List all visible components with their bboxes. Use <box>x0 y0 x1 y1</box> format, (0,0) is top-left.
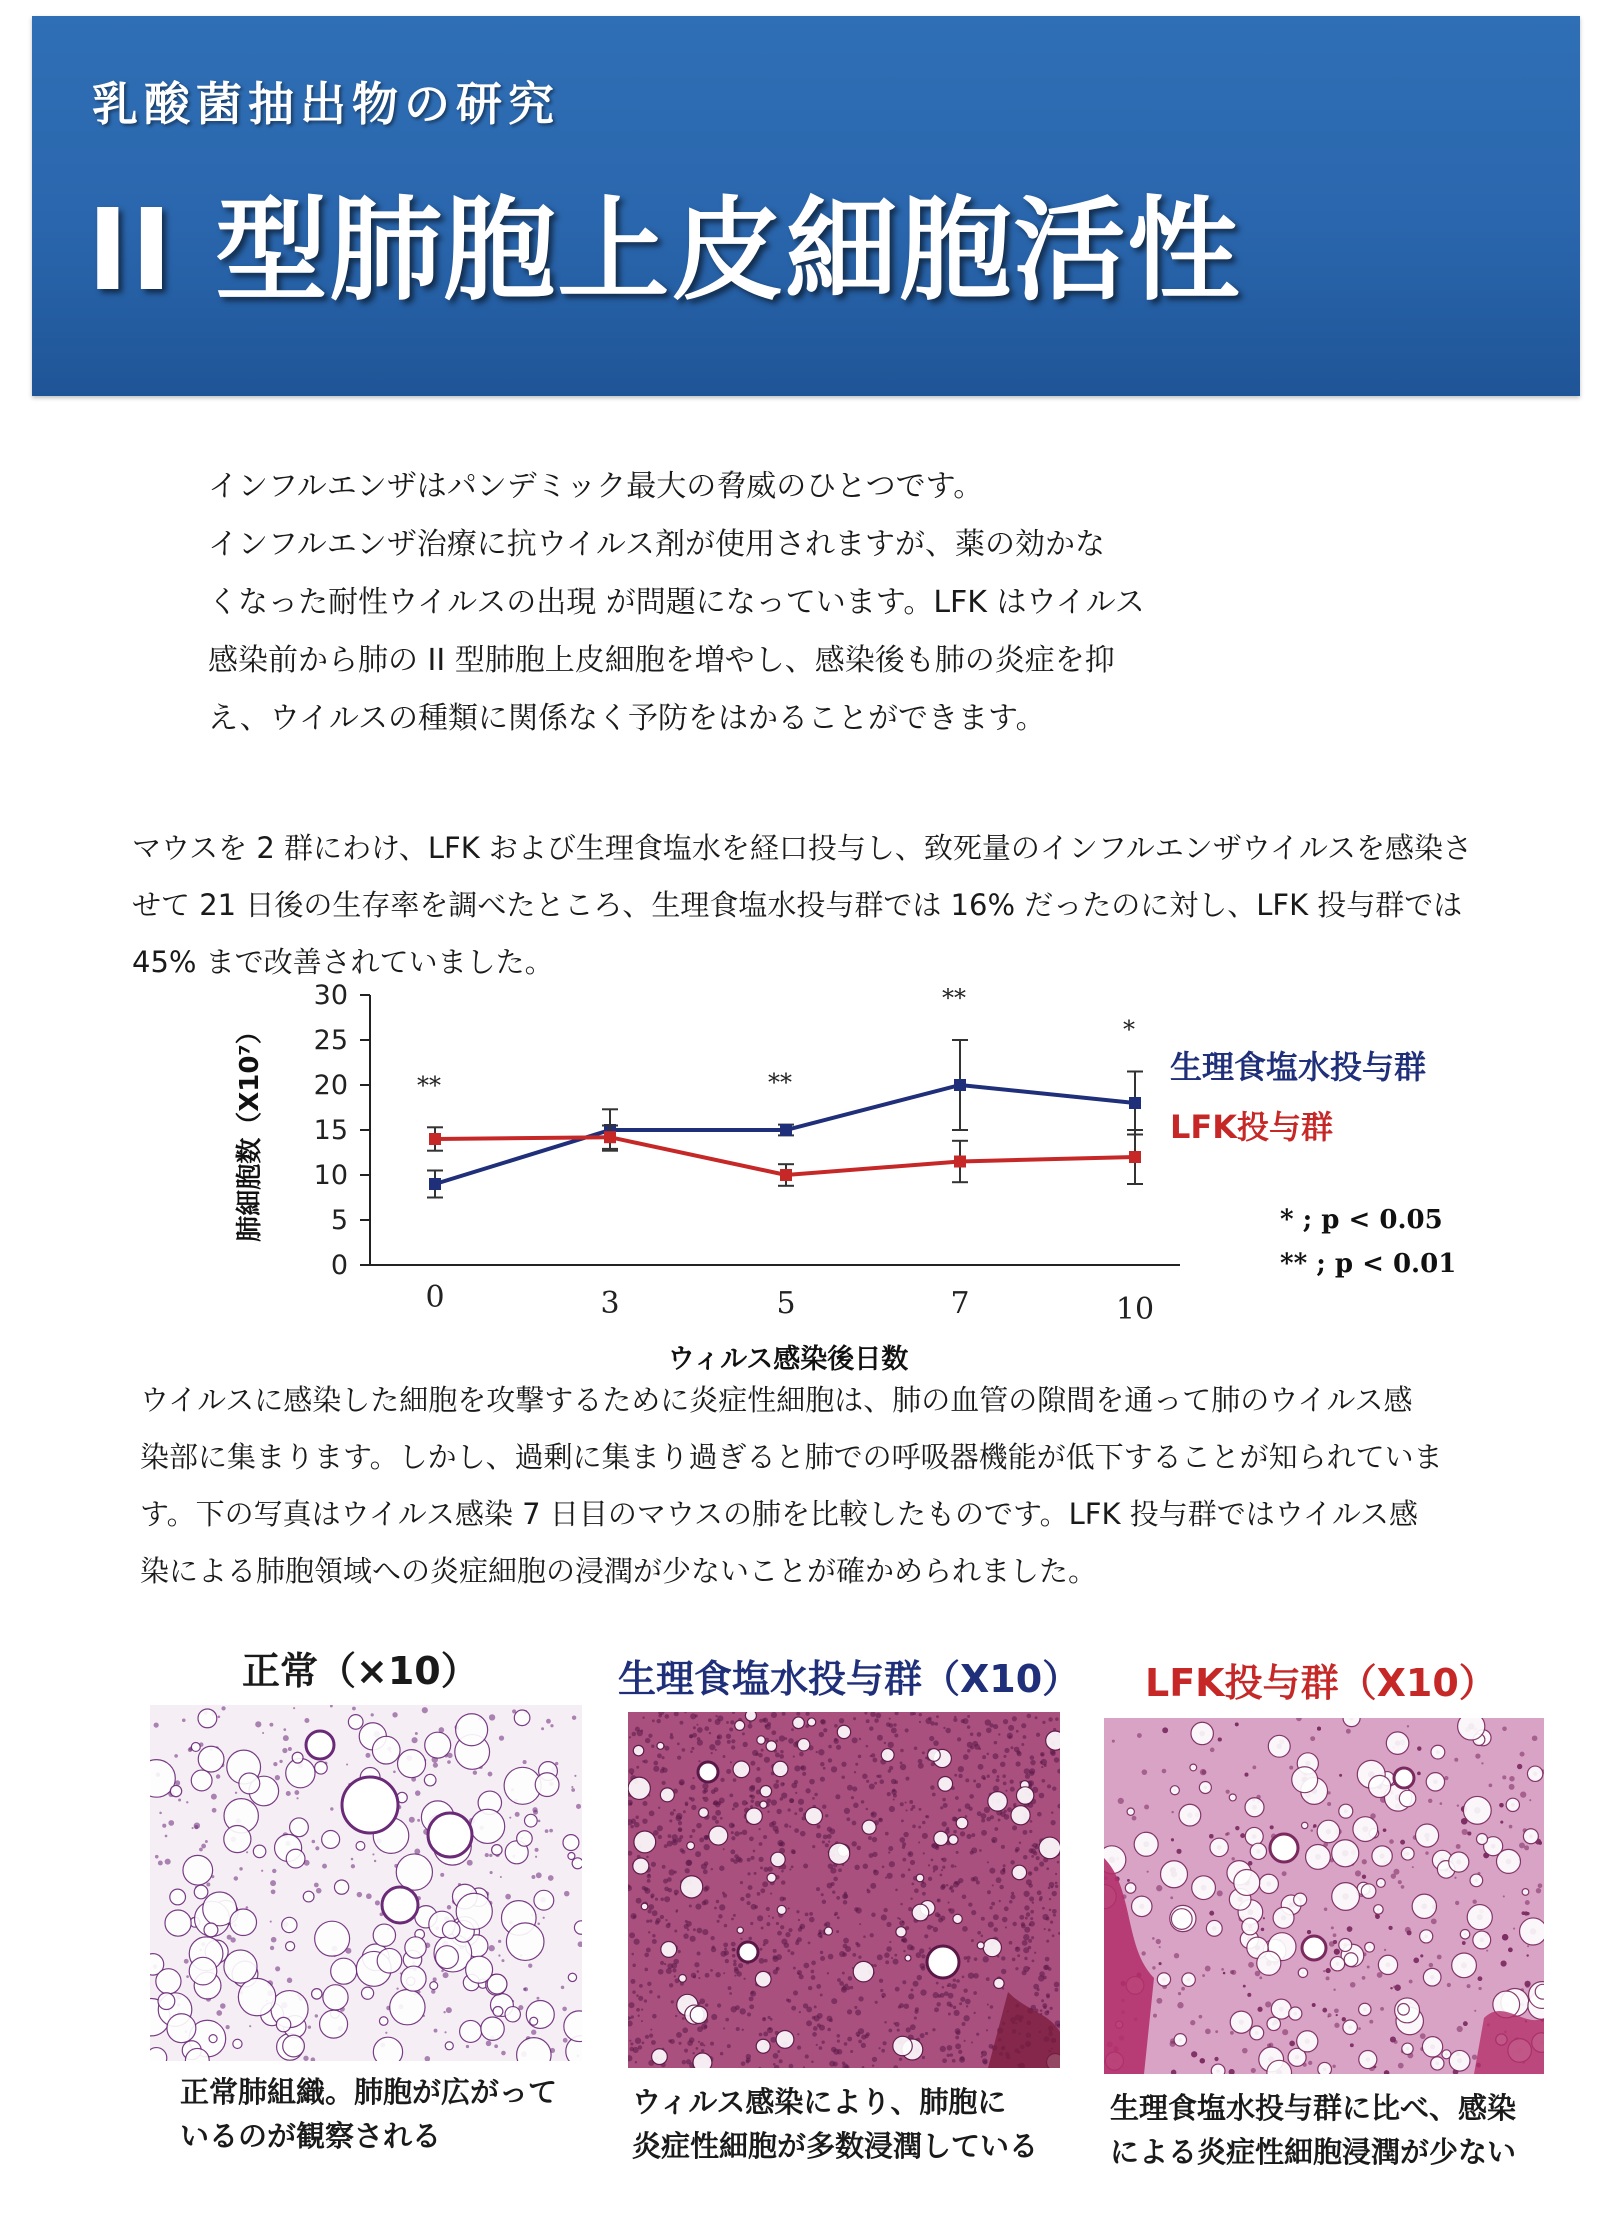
y-tick-label: 30 <box>313 980 348 1011</box>
x-tick-label: 5 <box>776 1286 796 1321</box>
chart-series <box>427 1040 1143 1198</box>
data-point <box>780 1124 792 1136</box>
data-point <box>954 1079 966 1091</box>
legend-saline: 生理食塩水投与群 <box>1170 1048 1427 1086</box>
intro-line: くなった耐性ウイルスの出現 が問題になっています。LFK はウイルス <box>208 585 1145 620</box>
inflammation-paragraph <box>140 1372 1560 1600</box>
mouse-line: マウスを 2 群にわけ、LFK および生理食塩水を経口投与し、致死量のインフルエンザウイルスを感染さ <box>132 831 1473 865</box>
data-point <box>780 1169 792 1181</box>
data-point <box>1129 1151 1141 1163</box>
inflam-line: す。下の写真はウイルス感染 7 日目のマウスの肺を比較したものです。LFK 投与群ではウイルス感 <box>140 1497 1418 1531</box>
caption-saline <box>632 2080 1092 2168</box>
significance-marker: ** <box>768 1068 792 1097</box>
lung-cell-count-chart <box>220 960 1480 1380</box>
caption-line: による炎症性細胞浸潤が少ない <box>1110 2135 1517 2169</box>
chart-axes <box>314 980 1180 1327</box>
page-title: II 型肺胞上皮細胞活性 <box>87 186 1242 316</box>
y-axis-label: 肺細胞数（X10⁷） <box>235 1018 265 1242</box>
header-banner <box>32 16 1580 396</box>
x-tick-label: 10 <box>1115 1292 1155 1327</box>
intro-line: インフルエンザはパンデミック最大の脅威のひとつです。 <box>208 469 984 504</box>
caption-normal <box>180 2070 640 2158</box>
caption-line: 生理食塩水投与群に比べ、感染 <box>1110 2091 1517 2125</box>
mouse-line: せて 21 日後の生存率を調べたところ、生理食塩水投与群では 16% だったのに対し、LFK 投与群では <box>132 888 1463 922</box>
inflam-line: 染による肺胞領域への炎症細胞の浸潤が少ないことが確かめられました。 <box>140 1554 1098 1588</box>
mouse-line: 45% まで改善されていました。 <box>132 945 554 979</box>
data-point <box>429 1178 441 1190</box>
caption-line: ウィルス感染により、肺胞に <box>632 2085 1007 2119</box>
y-tick-label: 10 <box>313 1160 348 1191</box>
x-tick-label: 7 <box>950 1286 970 1321</box>
y-tick-label: 25 <box>313 1025 348 1056</box>
significance-marker: ** <box>417 1071 441 1100</box>
chart-labels <box>234 984 1456 1375</box>
significance-marker: ** <box>942 984 966 1012</box>
photo-normal-lung <box>150 1705 582 2061</box>
significance-note: * ; p < 0.05 <box>1280 1205 1443 1235</box>
data-point <box>1129 1097 1141 1109</box>
intro-line: え、ウイルスの種類に関係なく予防をはかることができます。 <box>208 701 1046 736</box>
data-point <box>429 1133 441 1145</box>
x-tick-label: 0 <box>425 1280 445 1315</box>
significance-note: ** ; p < 0.01 <box>1280 1249 1457 1279</box>
y-tick-label: 5 <box>330 1205 348 1236</box>
photo-saline-lung <box>628 1712 1060 2068</box>
photo-title-lfk: LFK投与群（X10） <box>1145 1661 1497 1705</box>
data-point <box>604 1131 616 1143</box>
x-axis-label: ウィルス感染後日数 <box>667 1344 909 1375</box>
legend-lfk: LFK投与群 <box>1170 1108 1334 1146</box>
photo-lfk-lung <box>1104 1718 1544 2074</box>
intro-line: インフルエンザ治療に抗ウイルス剤が使用されますが、薬の効かな <box>208 527 1105 562</box>
inflam-line: ウイルスに感染した細胞を攻撃するために炎症性細胞は、肺の血管の隙間を通って肺のウイルス感 <box>140 1383 1413 1417</box>
significance-marker: * <box>1123 1015 1135 1044</box>
inflam-line: 染部に集まります。しかし、過剰に集まり過ぎると肺での呼吸器機能が低下することが知られていま <box>140 1440 1443 1474</box>
header-subtitle: 乳酸菌抽出物の研究 <box>92 77 560 131</box>
caption-line: 正常肺組織。肺胞が広がって <box>180 2075 558 2109</box>
caption-lfk <box>1110 2086 1570 2174</box>
x-tick-label: 3 <box>600 1286 620 1321</box>
caption-line: 炎症性細胞が多数浸潤している <box>632 2129 1039 2163</box>
photo-title-saline: 生理食塩水投与群（X10） <box>618 1657 1081 1701</box>
data-point <box>954 1156 966 1168</box>
y-tick-label: 20 <box>313 1070 348 1101</box>
y-tick-label: 0 <box>330 1250 348 1281</box>
intro-paragraph <box>208 458 1208 748</box>
caption-line: いるのが観察される <box>180 2119 442 2153</box>
y-tick-label: 15 <box>313 1115 348 1146</box>
photo-title-normal: 正常（×10） <box>242 1649 479 1693</box>
intro-line: 感染前から肺の II 型肺胞上皮細胞を増やし、感染後も肺の炎症を抑 <box>208 643 1115 678</box>
